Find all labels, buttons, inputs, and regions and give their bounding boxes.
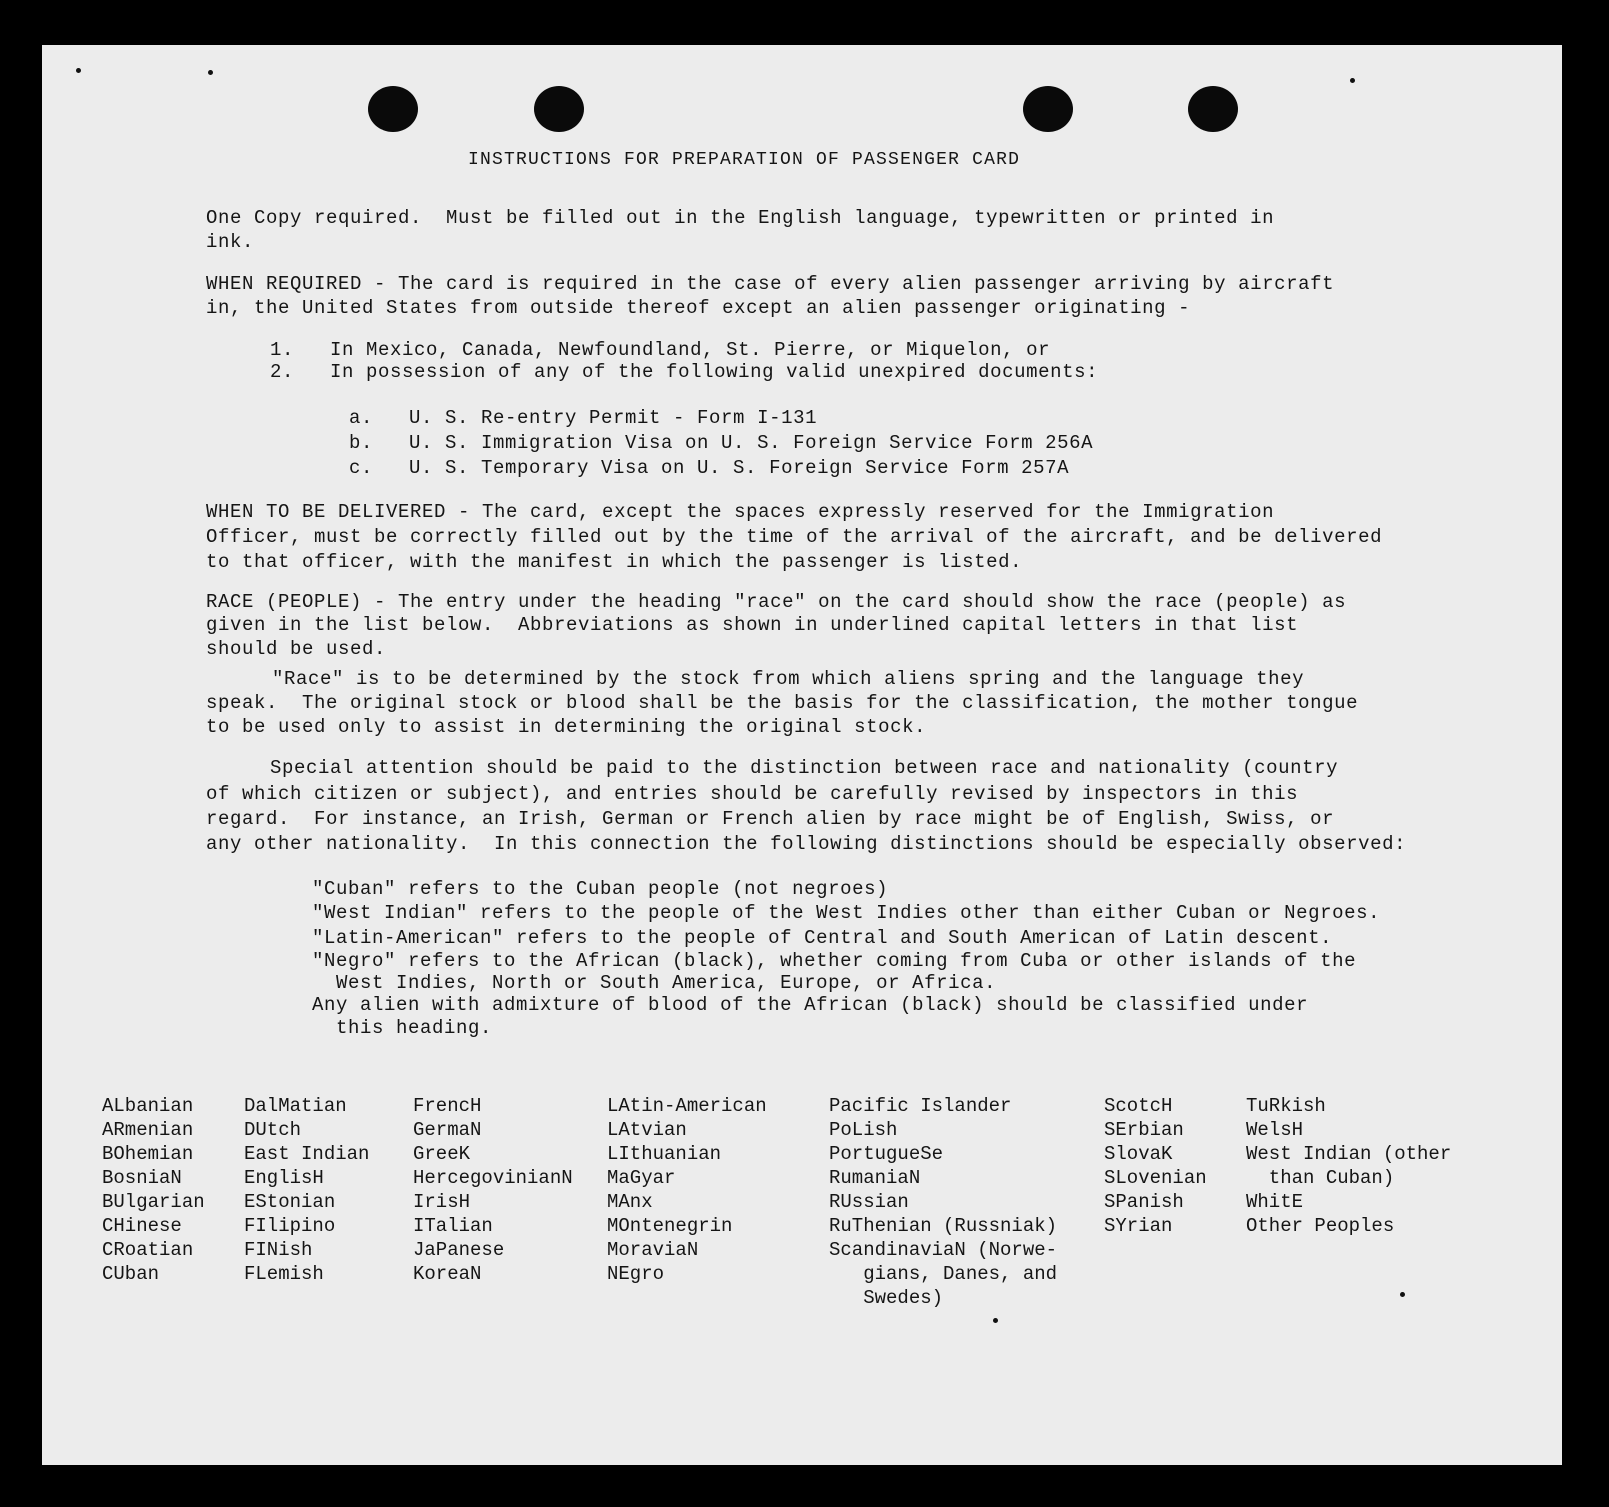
race-list-item: PortugueSe xyxy=(829,1143,944,1165)
lettered-item: c. U. S. Temporary Visa on U. S. Foreign Service Form 257A xyxy=(349,457,1070,479)
special-line: regard. For instance, an Irish, German or French alien by race might be of English, Swiss, or xyxy=(206,808,1335,830)
race-list-item: West Indian (other xyxy=(1246,1143,1452,1165)
special-line: Special attention should be paid to the distinction between race and nationality (country xyxy=(270,757,1339,779)
race-list-item: RuThenian (Russniak) xyxy=(829,1215,1058,1237)
race-list-item: than Cuban) xyxy=(1246,1167,1395,1189)
when-required-line: WHEN REQUIRED - The card is required in the case of every alien passenger arriving by aircraft xyxy=(206,273,1335,295)
distinction-line: "West Indian" refers to the people of the West Indies other than either Cuban or Negroes. xyxy=(312,902,1381,924)
race-list-item: FINish xyxy=(244,1239,313,1261)
speck xyxy=(1400,1292,1405,1297)
race-list-column-6 xyxy=(1104,1094,1207,1238)
race-list-item: Pacific Islander xyxy=(829,1095,1012,1117)
race-list-item: EnglisH xyxy=(244,1167,324,1189)
speck xyxy=(993,1318,998,1323)
race-list-item: SYrian xyxy=(1104,1215,1173,1237)
speck xyxy=(76,68,81,73)
race-list-item: HercegovinianN xyxy=(413,1167,573,1189)
race-line: should be used. xyxy=(206,638,387,660)
race-list-item: MOntenegrin xyxy=(607,1215,733,1237)
race-list-item: LAtin-American xyxy=(607,1095,767,1117)
race-list-item: Other Peoples xyxy=(1246,1215,1395,1237)
race-list-item: Swedes) xyxy=(829,1287,944,1309)
race-list-item: RumaniaN xyxy=(829,1167,921,1189)
race-list-item: MoraviaN xyxy=(607,1239,699,1261)
race-list-item: SErbian xyxy=(1104,1119,1184,1141)
race-list-item: EStonian xyxy=(244,1191,336,1213)
numbered-item: 2. In possession of any of the following valid unexpired documents: xyxy=(270,361,1099,383)
race-list-item: RUssian xyxy=(829,1191,909,1213)
lettered-item: a. U. S. Re-entry Permit - Form I-131 xyxy=(349,407,818,429)
distinction-line: Any alien with admixture of blood of the African (black) should be classified under xyxy=(312,994,1309,1016)
race-list-item: BOhemian xyxy=(102,1143,194,1165)
race-list-item: FIlipino xyxy=(244,1215,336,1237)
special-line: any other nationality. In this connection the following distinctions should be especially observed: xyxy=(206,833,1407,855)
distinction-line: West Indies, North or South America, Europe, or Africa. xyxy=(312,972,997,994)
race-list-item: LIthuanian xyxy=(607,1143,722,1165)
race-list-item: CRoatian xyxy=(102,1239,194,1261)
race-defined-line: to be used only to assist in determining the original stock. xyxy=(206,716,927,738)
race-line: RACE (PEOPLE) - The entry under the heading "race" on the card should show the race (people) as xyxy=(206,591,1347,613)
race-list-column-2 xyxy=(244,1094,369,1286)
race-list-item: ScotcH xyxy=(1104,1095,1173,1117)
race-list-item: FrencH xyxy=(413,1095,482,1117)
race-list-item: FLemish xyxy=(244,1263,324,1285)
race-list-item: PoLish xyxy=(829,1119,898,1141)
race-defined-line: "Race" is to be determined by the stock from which aliens spring and the language they xyxy=(272,668,1305,690)
distinction-line: "Latin-American" refers to the people of Central and South American of Latin descent. xyxy=(312,927,1333,949)
race-list-item: TuRkish xyxy=(1246,1095,1326,1117)
race-list-item: DUtch xyxy=(244,1119,302,1141)
punch-hole xyxy=(534,86,584,132)
when-delivered-line: to that officer, with the manifest in which the passenger is listed. xyxy=(206,551,1023,573)
race-list-column-3 xyxy=(413,1094,573,1286)
distinction-line: "Cuban" refers to the Cuban people (not negroes) xyxy=(312,878,889,900)
lettered-item: b. U. S. Immigration Visa on U. S. Foreign Service Form 256A xyxy=(349,432,1094,454)
race-list-column-5 xyxy=(829,1094,1057,1310)
race-list-item: ALbanian xyxy=(102,1095,194,1117)
race-list-item: DalMatian xyxy=(244,1095,347,1117)
speck xyxy=(208,70,213,75)
race-list-item: SlovaK xyxy=(1104,1143,1173,1165)
race-list-item: SLovenian xyxy=(1104,1167,1207,1189)
distinction-line: this heading. xyxy=(312,1017,493,1039)
race-list-item: WhitE xyxy=(1246,1191,1304,1213)
race-list-item: BUlgarian xyxy=(102,1191,205,1213)
punch-hole xyxy=(1188,86,1238,132)
race-defined-line: speak. The original stock or blood shall be the basis for the classification, the mother tongue xyxy=(206,692,1359,714)
when-delivered-line: Officer, must be correctly filled out by the time of the arrival of the aircraft, and be delivered xyxy=(206,526,1383,548)
when-delivered-line: WHEN TO BE DELIVERED - The card, except the spaces expressly reserved for the Immigration xyxy=(206,501,1275,523)
distinction-line: "Negro" refers to the African (black), whether coming from Cuba or other islands of the xyxy=(312,950,1357,972)
race-list-item: SPanish xyxy=(1104,1191,1184,1213)
punch-hole xyxy=(1023,86,1073,132)
race-line: given in the list below. Abbreviations as shown in underlined capital letters in that list xyxy=(206,614,1299,636)
page-title: INSTRUCTIONS FOR PREPARATION OF PASSENGER CARD xyxy=(468,150,1021,170)
race-list-item: IrisH xyxy=(413,1191,471,1213)
race-list-item: ScandinaviaN (Norwe- xyxy=(829,1239,1058,1261)
race-list-item: BosniaN xyxy=(102,1167,182,1189)
race-list-item: East Indian xyxy=(244,1143,370,1165)
when-required-line: in, the United States from outside thereof except an alien passenger originating - xyxy=(206,297,1191,319)
race-list-column-4 xyxy=(607,1094,767,1286)
race-list-item: MAnx xyxy=(607,1191,653,1213)
special-line: of which citizen or subject), and entries should be carefully revised by inspectors in this xyxy=(206,783,1299,805)
race-list-item: CHinese xyxy=(102,1215,182,1237)
race-list-item: JaPanese xyxy=(413,1239,505,1261)
race-list-column-7 xyxy=(1246,1094,1451,1238)
intro-line: One Copy required. Must be filled out in the English language, typewritten or printed in xyxy=(206,207,1275,229)
race-list-item: GermaN xyxy=(413,1119,482,1141)
race-list-item: KoreaN xyxy=(413,1263,482,1285)
numbered-item: 1. In Mexico, Canada, Newfoundland, St. Pierre, or Miquelon, or xyxy=(270,339,1051,361)
race-list-item: LAtvian xyxy=(607,1119,687,1141)
race-list-item: WelsH xyxy=(1246,1119,1304,1141)
race-list-item: NEgro xyxy=(607,1263,665,1285)
race-list-item: ARmenian xyxy=(102,1119,194,1141)
race-list-column-1 xyxy=(102,1094,205,1286)
punch-hole xyxy=(368,86,418,132)
race-list-item: GreeK xyxy=(413,1143,471,1165)
race-list-item: ITalian xyxy=(413,1215,493,1237)
race-list-item: gians, Danes, and xyxy=(829,1263,1058,1285)
speck xyxy=(1350,78,1355,83)
intro-line: ink. xyxy=(206,231,255,253)
race-list-item: MaGyar xyxy=(607,1167,676,1189)
race-list-item: CUban xyxy=(102,1263,160,1285)
